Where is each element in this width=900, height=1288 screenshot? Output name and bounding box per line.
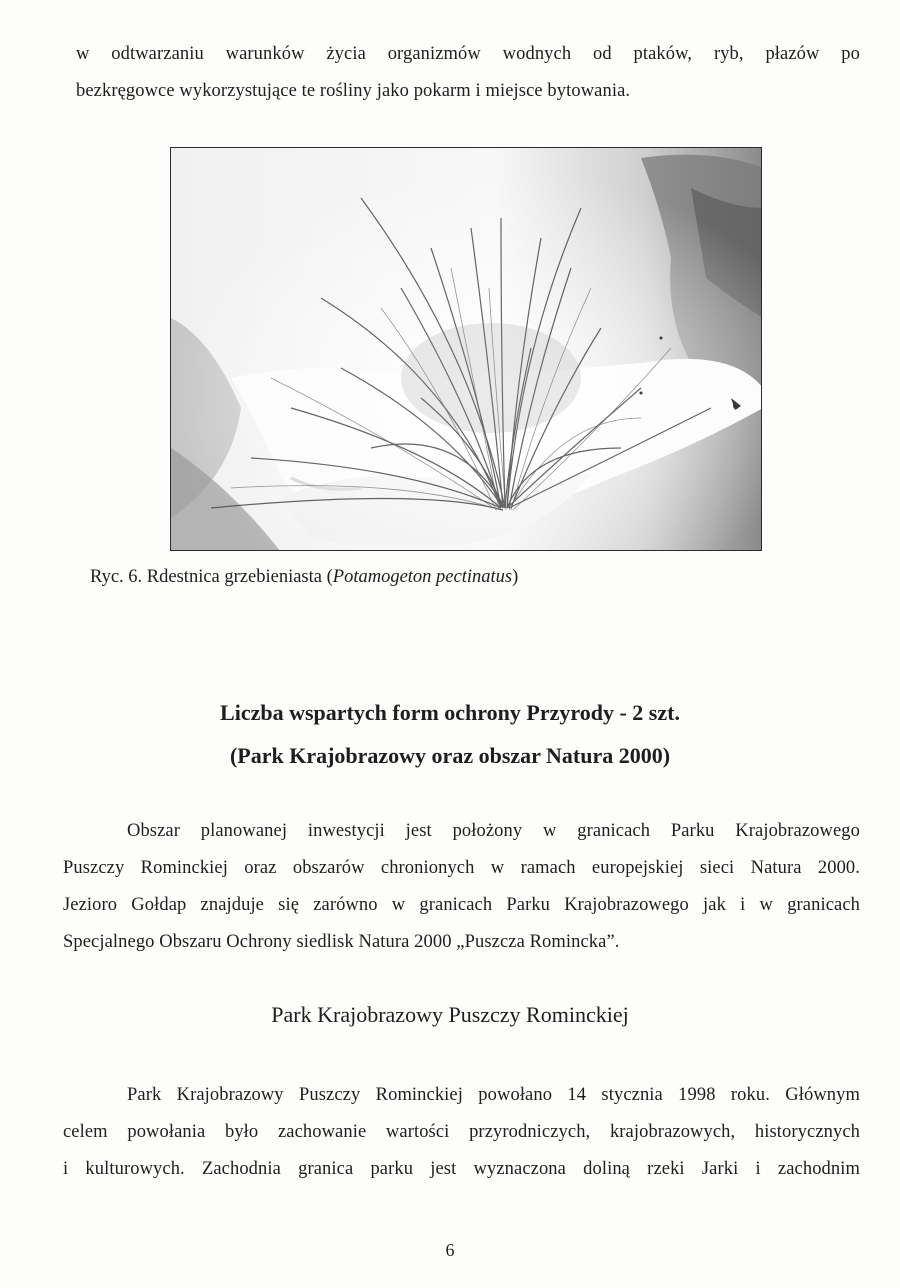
caption-suffix: )	[512, 567, 519, 587]
paragraph-line: Jezioro Gołdap znajduje się zarówno w granicach Parku Krajobrazowego jak i w granicach	[63, 895, 860, 915]
top-paragraph	[76, 36, 860, 110]
paragraph-line: w odtwarzaniu warunków życia organizmów wodnych od ptaków, ryb, płazów po	[76, 44, 860, 64]
paragraph-line: Obszar planowanej inwestycji jest położony w granicach Parku Krajobrazowego	[127, 821, 860, 841]
paragraph-line: celem powołania było zachowanie wartości przyrodniczych, krajobrazowych, historycznych	[63, 1122, 860, 1142]
caption-latin-name: Potamogeton pectinatus	[332, 567, 513, 587]
paragraph-park	[63, 1077, 860, 1188]
plant-photo	[170, 147, 762, 551]
caption-prefix: Ryc. 6. Rdestnica grzebieniasta (	[90, 567, 333, 587]
paragraph-natura	[63, 813, 860, 961]
paragraph-line: Park Krajobrazowy Puszczy Rominckiej powołano 14 stycznia 1998 roku. Głównym	[127, 1085, 860, 1105]
paragraph-line: Specjalnego Obszaru Ochrony siedlisk Natura 2000 „Puszcza Romincka”.	[63, 932, 620, 952]
paragraph-line: Puszczy Rominckiej oraz obszarów chronionych w ramach europejskiej sieci Natura 2000.	[63, 858, 860, 878]
paragraph-line: i kulturowych. Zachodnia granica parku jest wyznaczona doliną rzeki Jarki i zachodnim	[63, 1159, 860, 1179]
section-heading-line2: (Park Krajobrazowy oraz obszar Natura 2000)	[229, 743, 671, 768]
page-number: 6	[445, 1240, 455, 1260]
section-heading-line1: Liczba wspartych form ochrony Przyrody - 2 szt.	[220, 700, 680, 725]
subheading: Park Krajobrazowy Puszczy Rominckiej	[271, 1002, 629, 1027]
figure-caption	[90, 563, 518, 591]
paragraph-line: bezkręgowce wykorzystujące te rośliny jako pokarm i miejsce bytowania.	[76, 81, 631, 101]
